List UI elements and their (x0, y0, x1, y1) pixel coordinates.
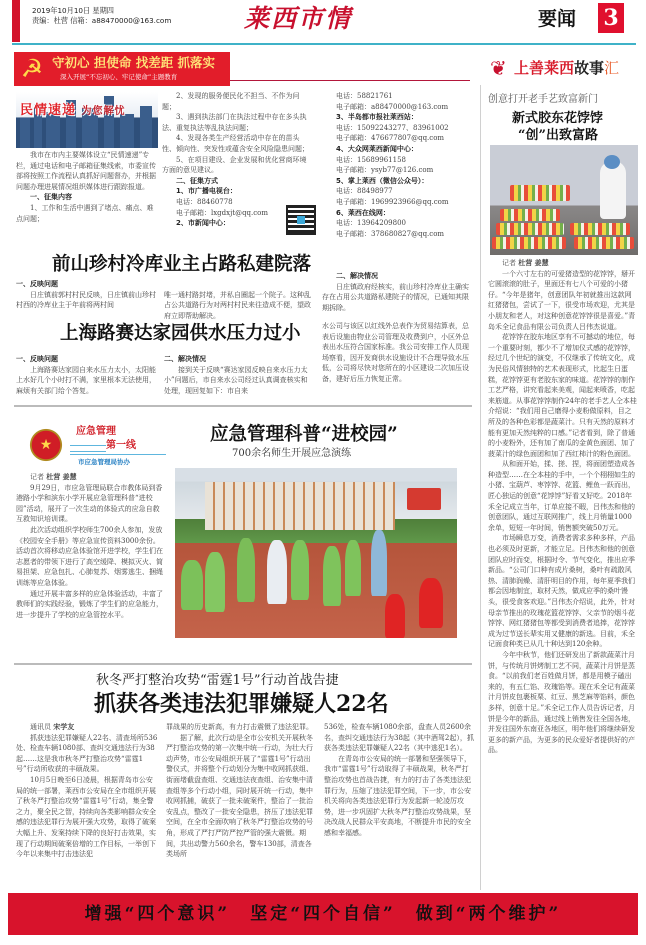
issue-date: 2019年10月10日 星期四 (32, 6, 114, 15)
story-title-part: 莱西 (544, 59, 575, 77)
volunteer-figure (371, 530, 387, 596)
pastry-tray (496, 223, 564, 235)
section-name: 要闻 (538, 8, 577, 30)
channel-email: 电子邮箱：476677807@qq.com (336, 134, 445, 143)
channel-phone: 电话：15092243277、83961002 (336, 123, 449, 132)
kicker-huabobo: 创意打开老手艺致富新门 (488, 94, 598, 105)
headline-huabobo-line1: 新式胶东花饽饽 (512, 111, 604, 126)
channel-phone: 电话：88498977 (336, 187, 393, 196)
emergency-emblem-icon: ★ (28, 427, 64, 463)
party-banner-title: 守初心 担使命 找差距 抓落实 (52, 55, 216, 70)
headline-qianshan: 前山珍村冷库业主占路私建院落 (52, 254, 312, 275)
pastry-workshop-photo (490, 145, 638, 255)
worker-cap (604, 155, 620, 169)
hammer-sickle-icon: ☭ (20, 54, 44, 83)
headline-huabobo-line2: “创”出致富路 (518, 128, 598, 143)
slogan-banner: 增强“四个意识” 坚定“四个自信” 做到“两个维护” (8, 893, 638, 935)
channel-name: 2、市新闻中心： (176, 219, 230, 228)
party-theme-banner (14, 52, 230, 86)
channel-email: 电子邮箱：378680827@qq.com (336, 229, 445, 238)
leiting-paragraph: 在青岛市公安局的统一部署和坚强领导下，我市“雷霆1号”行动取得了丰硕战果，秋冬严打整治攻势也首战告捷，有力的打击了各类违法犯罪行为，压缩了违法犯罪空间，下一步，市公安机关将向各类违法犯罪行为发起新一轮凌厉攻势，进一步巩固扩大秋冬严打整治攻势战果，坚决改战人民群众平安高地，不断提升市民的安全感和幸福感。 (324, 754, 471, 837)
qianshan-column-1 (16, 279, 158, 311)
banner-underline (230, 80, 470, 81)
channel-name: 6、莱西在线网： (336, 208, 390, 217)
leiting-paragraph: 罪战果的历史新高，有力打击震慑了违法犯罪。 (166, 723, 313, 731)
yingji-paragraph: 9月29日，市应急管理局联合市教体局到香港路小学和滨东小学开展应急管理科普“进校园”活动，展开了一次生动的体验式的应急自救互救知识培训课。 (16, 483, 163, 524)
school-building (205, 482, 395, 530)
byline-label: 记者 (502, 259, 519, 267)
yingji-paragraph: 通过开展丰富多样的应急体验活动，丰富了教师们的实践经验，锻炼了学生们的应急能力，进一步提升了学校的应急管控水平。 (16, 589, 163, 619)
byline-names: 杜营 姜慧 (518, 258, 549, 267)
section-divider (14, 405, 472, 407)
qianshan-column-2 (164, 279, 314, 321)
story-title-part: 汇 (604, 59, 620, 77)
minqing-section1-title: 一、征集内容 (30, 193, 72, 202)
pastry-tray (574, 237, 634, 249)
minqing-item: 5、在项目建设、企业发展和优化营商环境方面的意见建议。 (162, 155, 307, 175)
leiting-paragraph: 据了解，此次行动是全市公安机关开展秋冬严打整治攻势的第一次集中统一行动，为壮大行动声势，市公安局组织开展了“雷霆1号”行动出警仪式，并将整个行动划分为集中收网抓获组、街面堵截盘查组、交通违法夜查组、治安集中清查组等多个行动小组，同时展开统一行动，集中收网抓捕，破获了一批未破案件，整治了一批治安乱点，整改了一批安全隐患，挤压了违法犯罪空间，在全市全面吹响了秋冬严打整治攻势的号角，形成了严打严防严控严管的强大震慑。期间，共出动警力560余名，警车130部，清查各类场所 (166, 733, 313, 859)
issue-info (32, 6, 171, 26)
huabobo-paragraph: 市场瞬息万变，消费者需求多种多样，产品也必须及时更新，才能立足。吕伟杰和他的创意团队应时而变，根据时令、节气变化，推出应季新品。“公司门口种有成片桑树，桑叶有疏散风热、清肺润燥、清肝明目的作用，每年夏季我们都会因地制宜，取材天然，做成应季的桑叶馒头，很受食客欢迎。”吕伟杰介绍说，此外，针对母亲节推出的玫瑰花篮花饽饽、父亲节的烟斗花饽饽、网红猪猪包等都受到消费者追捧，花饽饽成为过节送长辈实用又健康的新选。目前，禾全记面食种类已从几十种达到120余种。 (488, 534, 636, 649)
section-divider (14, 663, 472, 665)
channel-name: 1、市广播电视台： (176, 187, 237, 196)
emergency-logo-line2: 第一线 (106, 440, 136, 451)
shanghai-column-3 (322, 321, 472, 385)
headline-leiting: 抓获各类违法犯罪嫌疑人22名 (94, 691, 389, 717)
tree-icon: ❦ (490, 56, 507, 80)
channel-name: 5、掌上莱西（微信公众号）： (336, 176, 429, 185)
shanghai-text: 水公司与该区以红线外总表作为贸易结算表，总表后设施由物业公司管理及收费到户，小区外总表出水压符合国家标准。我公司安排工作人员现场察看，因开发商供水设施设计不合理导致水压低，公司将尽快对您所在的小区建设二次加压设备，建好后压力恢复正常。 (322, 322, 469, 383)
story-title-part: 故事 (574, 59, 605, 77)
byline-names: 杜营 姜慧 (46, 472, 77, 481)
students-fire-drill-photo (175, 468, 457, 638)
student-figure (291, 540, 309, 600)
leiting-paragraph: 抓获违法犯罪嫌疑人22名、清查场所536处、检查车辆1080部、查纠交通违法行为38起……这是我市秋冬严打整治攻势“雷霆1号”行动所收获的丰硕战果。 (16, 733, 158, 774)
skyline-building (20, 118, 30, 148)
student-figure (205, 552, 225, 612)
pastry-tray (500, 209, 560, 221)
huabobo-body (488, 258, 638, 756)
huabobo-paragraph: 花饽饽在胶东地区享有不可撼动的地位，每一个重要时刻，都少不了增加仪式感的花饽饽，经过几个世纪的演变，不仅继承了传统文化，成为民俗风情独特的艺术表现形式，比起生日蛋糕，花饽饽更有老胶东家的味道。花饽饽的制作工艺严格，讲究看起来美观，闻起来喷香，吃起来筋道。从事花饽饽制作24年的老手艺人仝本桂介绍说：“我们用自己磨得小麦粉做原料，目之所及的各种色彩都是蔬菜汁。只有天然的原料才能有更加天然纯粹的口感。”记者看到，除了普通的小麦粉外，还有加了南瓜的金黄色面团、加了菠菜汁的绿色面团和加了西红柿汁的粉色面团。 (488, 333, 637, 458)
qianshan-text: 唯一通村路封堵，并私自圈起一个院子。这种乱占公共道路行为对两村村民来往造成不便，望政府立即帮助解决。 (164, 290, 311, 320)
leiting-paragraph: 10月5日晚至6日凌晨，根据青岛市公安局的统一部署，莱西市公安局在全市组织开展了秋冬严打整治攻势“雷霆1号”行动，集全警之力，聚全民之智，持续向各类影响群众安全感的违法犯罪行为展开强大攻势，取得了破案大幅上升、发案持续下降的良好打击效果，实现了行动期间破案倍增的工作目标，一举创下今年以来集中打击违法犯 (16, 775, 156, 859)
column-divider (480, 85, 481, 890)
worker-figure (600, 161, 626, 219)
student-figure (345, 540, 361, 596)
channel-email: 电子邮箱：lxgdxjt@qq.com (176, 208, 269, 217)
yingji-byline (16, 472, 166, 483)
qianshan-text: 日庄镇前郭村村民反映，日庄镇前山珍村村西的冷库业主于年前将两村间 (16, 290, 156, 310)
pastry-tray (492, 237, 566, 249)
fire-extinguisher (385, 594, 405, 638)
shanghai-column-1 (16, 354, 158, 396)
header-accent-bar (12, 0, 20, 42)
logo-decor-lines (70, 445, 106, 452)
pastry-tray (510, 185, 570, 201)
huabobo-paragraph: 一个六寸左右的可爱猪造型的花饽饽，掰开它圆滚滚的肚子，里面还有七八个可爱的小猪仔。“今年是猪年，创意团队年初就推出这款网红猪猪包，尝试了一下，很受市场欢迎，尤其是小朋友和老人，对这种创意花饽饽很是喜爱。”青岛禾全记食品有限公司负责人吕伟杰说道。 (488, 269, 636, 331)
header-divider (12, 43, 636, 45)
shanghai-text: 接到关于反映“赛达家园反映自来水压力太小”问题后，市自来水公司经过认真调查核实和处理，现回复如下：市自来 (164, 365, 308, 395)
channel-email: 电子邮箱：ysyb77@126.com (336, 166, 434, 175)
channel-phone: 电话：88460778 (176, 197, 233, 206)
pastry-tray (570, 223, 630, 235)
channel-phone: 电话：15689961158 (336, 155, 406, 164)
student-figure (181, 560, 203, 610)
story-column-title (514, 57, 619, 79)
channel-phone: 电话：13964209800 (336, 219, 406, 228)
huabobo-byline (488, 258, 638, 269)
skyline-building (140, 106, 152, 148)
minqing-column-3 (336, 91, 478, 239)
shanghai-sub1: 一、反映问题 (16, 355, 58, 363)
shanghai-text: 上海路赛达家园自来水压力太小，太阳能上水好几个小时打不满，家里根本无法使用，麻烦有关部门给个答复。 (16, 365, 156, 395)
fire-truck (407, 488, 441, 510)
qr-code-logo (297, 216, 305, 224)
party-banner-subtitle: 深入开展“不忘初心、牢记使命”主题教育 (60, 73, 178, 81)
minqing-item: 4、发现各类生产经营活动中存在的苗头性、倾向性、突发性或蕴含安全风险隐患问题； (162, 134, 309, 153)
minqing-column-1 (16, 150, 158, 224)
yingji-paragraph: 此次活动组织学校师生700余人参加，发放《校园安全手册》等应急宣传资料3000余份。活动首次将移动应急体验馆开进学校，学生们在志愿者的带领下进行了高空缓降、模拟灭火、简易担架、应急包扎、心肺复苏、烟雾逃生、捆绳训练等应急体验。 (16, 525, 163, 587)
emergency-column-logo (24, 425, 174, 471)
kicker-leiting: 秋冬严打整治攻势“雷霆1号”行动首战告捷 (96, 673, 339, 688)
yingji-body (16, 472, 166, 620)
logo-decor-line (70, 454, 166, 455)
minqing-banner (16, 92, 158, 148)
leiting-column-3 (324, 722, 474, 839)
huabobo-paragraph: 从和面开始，揉、搓、捏，将面团塑造成各种造型……在仝本桂的手中，一个个栩栩如生的小猪、宝葫芦、枣饽饽、花篮、鲤鱼一跃而出，匠心独运的创意“花饽饽”好看又好吃。2018年禾全记成立当年，订单应接不暇，吕伟杰和他的创意团队，通过互联网推广，线上月销量1000余单，短短一年时间，销售额突破50万元。 (488, 460, 635, 532)
channel-email: 电子邮箱：a88470000@163.com (336, 102, 449, 111)
qianshan-sub2: 二、解决情况 (336, 272, 378, 280)
huabobo-paragraph: 今年中秋节，他们还研发出了新款蔬菜汁月饼，与传统月饼烤制工艺不同，蔬菜汁月饼是蒸食。“以前我们老百姓做月饼，都是用模子磕出来的，有五仁馅、玫瑰馅等。现在禾全记有蔬菜汁月饼皮包裹板栗、红豆、黑芝麻等馅料，颜色多样，创意十足。”禾全记工作人员告诉记者，月饼是今年的新品，通过线上销售发往全国各地，并发往国外东南亚各地区，明年他们将继续研发更多的新产品，为更多的民众爱好者提供好的产品。 (488, 650, 636, 755)
subheadline-yingji: 700余名师生开展应急演练 (232, 448, 352, 459)
leiting-column-1 (16, 722, 158, 860)
minqing-title-main: 民情速递 (20, 103, 77, 118)
minqing-item: 1、工作和生活中遇到了堵点、痛点、难点问题； (16, 203, 154, 223)
emergency-logo-sub: 市应急管理局协办 (78, 458, 130, 466)
headline-yingji: 应急管理科普“进校园” (210, 424, 398, 445)
qianshan-text: 日庄镇政府经核实，前山珍村冷库业主确实存在占用公共道路私建院子的情况，已通知其限期拆除。 (322, 282, 469, 312)
page-number: 3 (598, 3, 624, 33)
issue-editor: 责编：杜营 信箱：a88470000@163.com (32, 16, 172, 25)
minqing-item: 2、发现的服务便民化不担当、不作为问题； (162, 92, 300, 111)
shanghai-column-2 (164, 354, 314, 396)
story-title-part: 上善 (514, 59, 545, 77)
story-column-logo (490, 56, 638, 82)
emergency-logo-line1: 应急管理 (76, 426, 116, 437)
channel-phone: 电话：58821761 (336, 92, 393, 100)
minqing-banner-title (20, 102, 126, 121)
shanghai-sub2: 二、解决情况 (164, 355, 206, 363)
byline-label: 记者 (30, 473, 47, 481)
minqing-title-suffix: 为您解忧 (81, 106, 126, 117)
channel-name: 4、大众网莱西新闻中心： (336, 144, 418, 153)
student-figure (267, 540, 287, 604)
leiting-byline (16, 722, 158, 733)
byline-label: 通讯员 (30, 723, 54, 731)
byline-names: 宋学友 (53, 722, 75, 731)
headline-shanghai: 上海路赛达家园供水压力过小 (60, 323, 301, 344)
qianshan-column-3 (322, 271, 472, 313)
masthead-logo: 莱西市情 (243, 4, 352, 33)
student-figure (237, 538, 255, 602)
fire-extinguisher (419, 578, 443, 628)
minqing-section2-title: 二、征集方式 (176, 176, 218, 185)
minqing-intro: 我市在市内主要媒体设立“民情速递”专栏，通过电话和电子邮箱征集线索，市委宣传部将按照工作流程认真抓好问题督办，并根据问题办理进展情况组织媒体进行跟踪报道。 (16, 151, 156, 191)
leiting-paragraph: 536处，检查车辆1080余部，盘查人员2600余名，查纠交通违法行为38起（其中酒驾2起），抓获各类违法犯罪嫌疑人22名（其中逃犯1名）。 (324, 723, 474, 753)
qianshan-sub1: 一、反映问题 (16, 280, 58, 288)
student-figure (323, 546, 341, 606)
channel-email: 电子邮箱：1969923966@qq.com (336, 197, 449, 206)
minqing-item: 3、遇到执法部门在执法过程中存在多头执法、重复执法等乱执法问题； (162, 113, 307, 132)
leiting-column-2 (166, 722, 316, 860)
channel-name: 3、半岛都市报社莱西站： (336, 113, 418, 122)
